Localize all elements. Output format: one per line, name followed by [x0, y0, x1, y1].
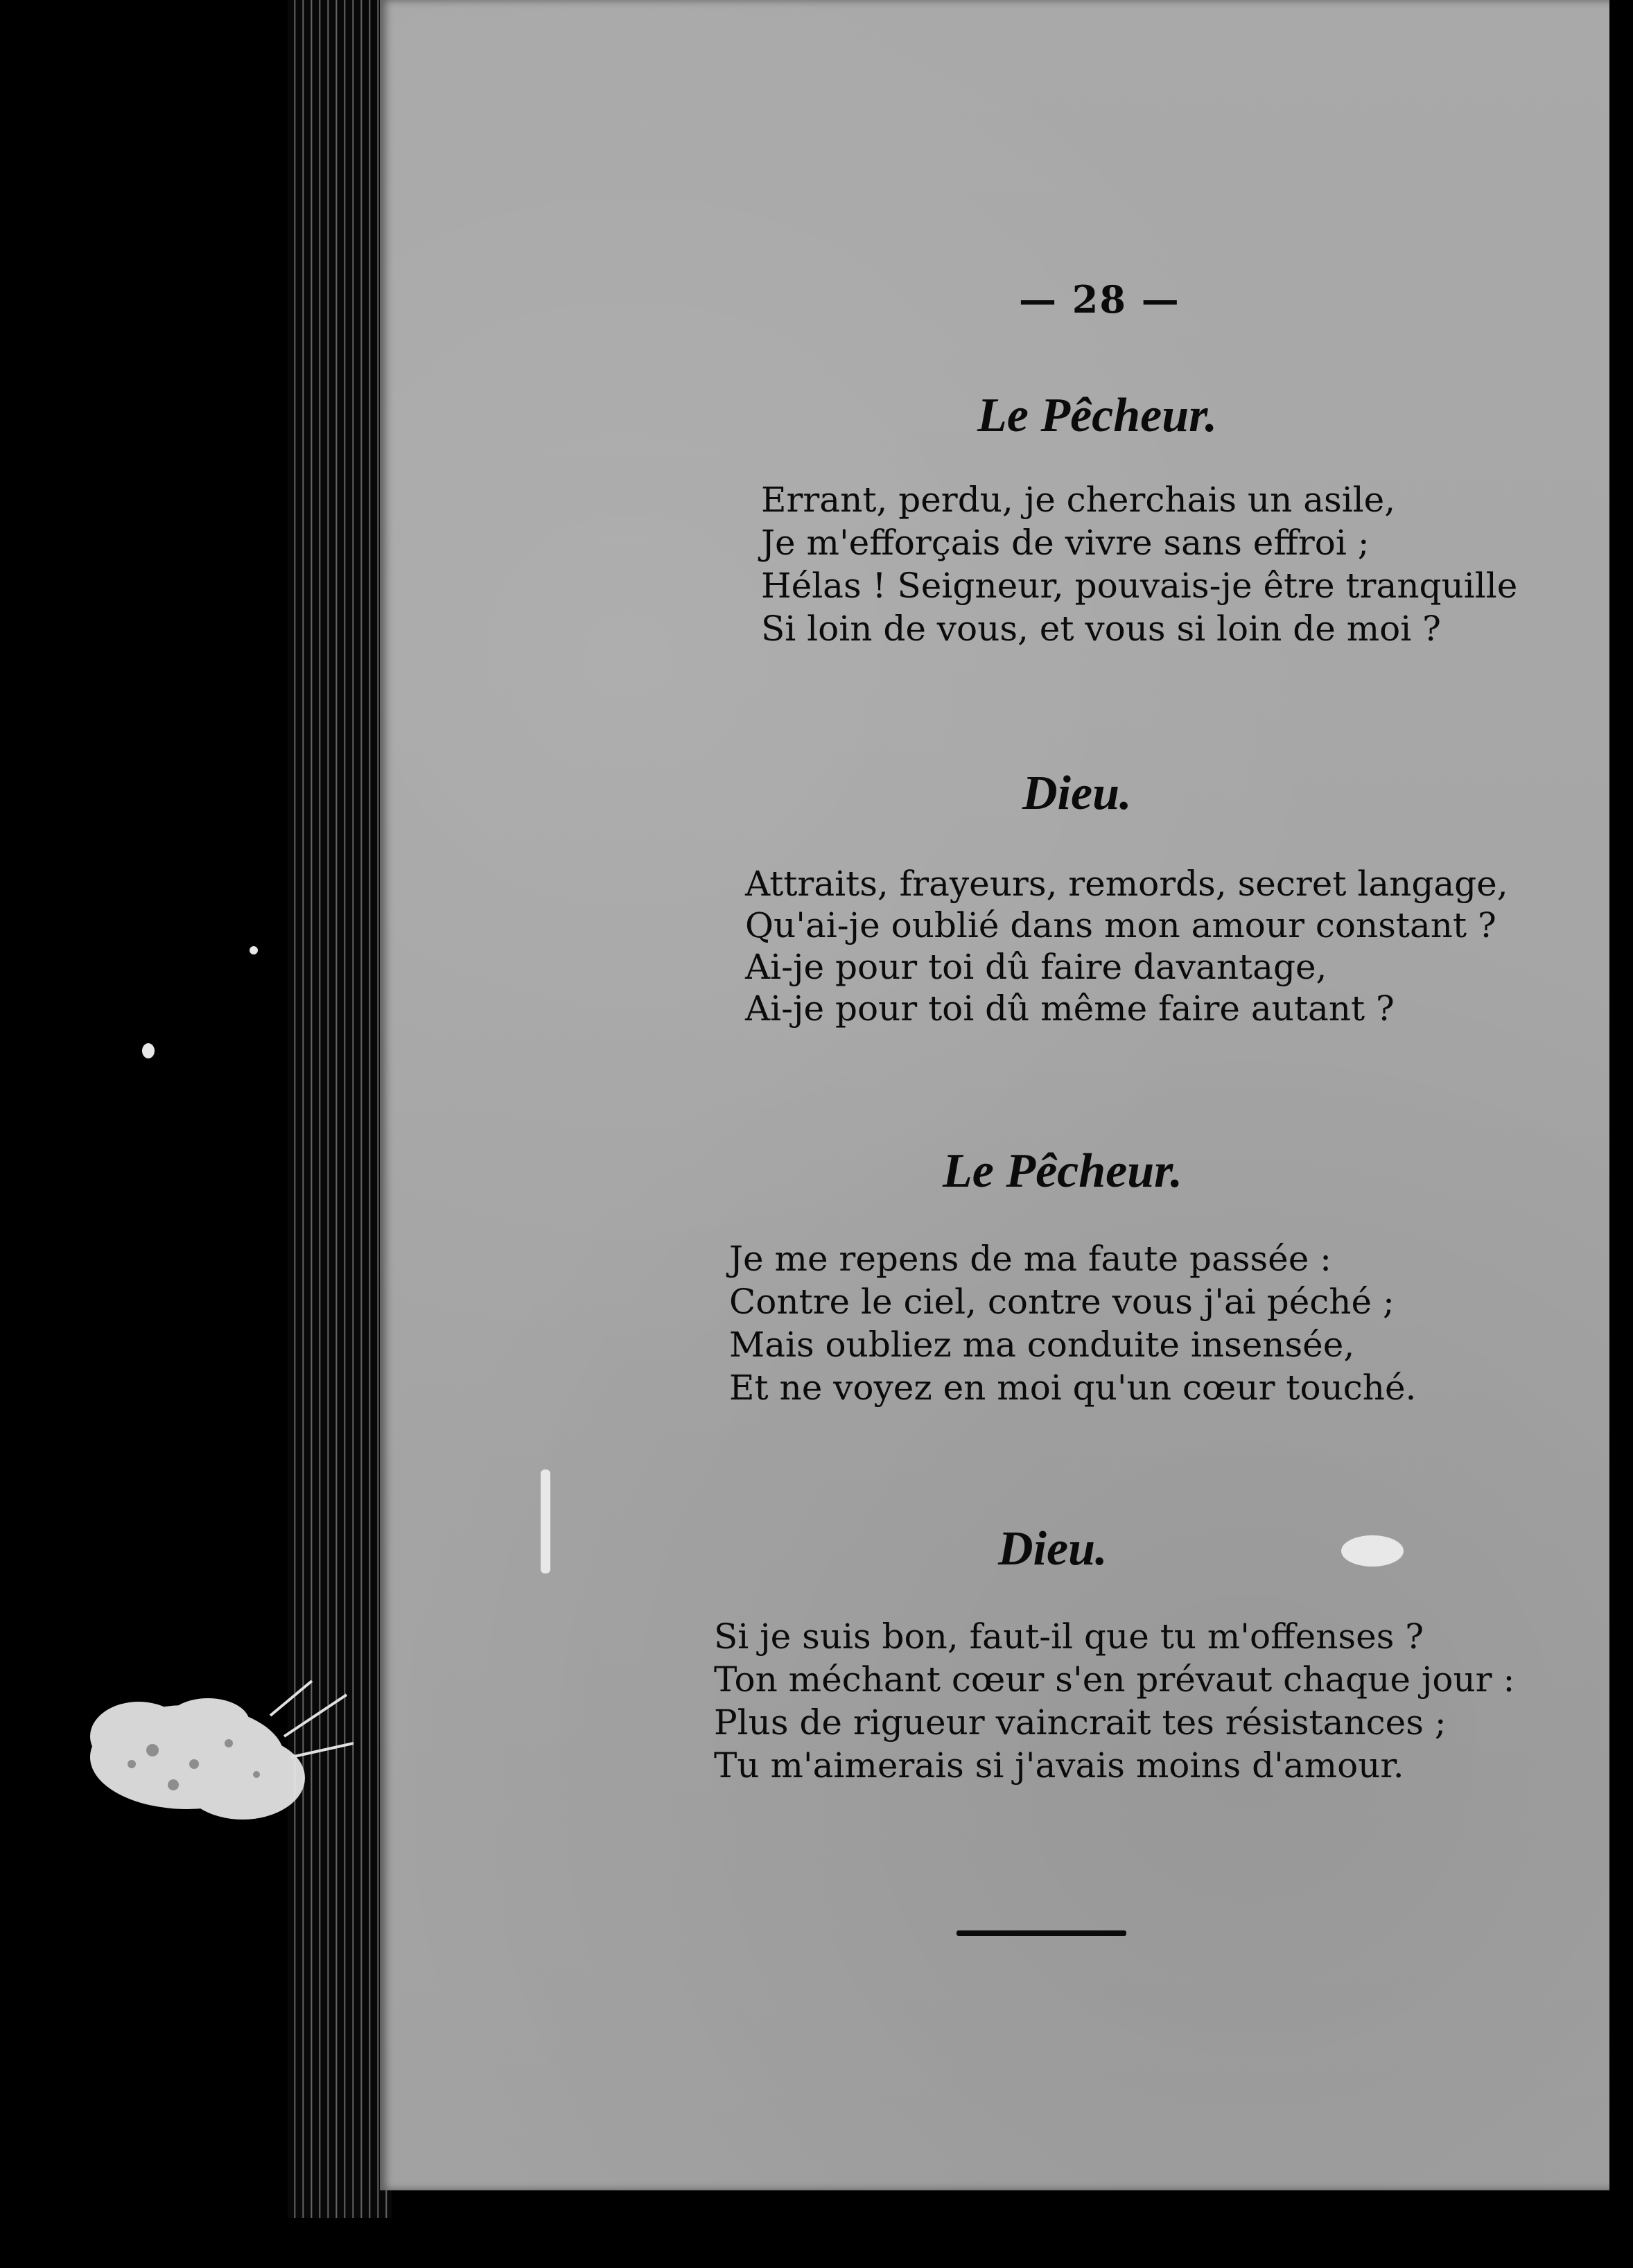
- verse-line: Je me repens de ma faute passée :: [729, 1239, 1332, 1279]
- page-number: — 28 —: [1019, 277, 1180, 322]
- verse-line: Errant, perdu, je cherchais un asile,: [761, 480, 1396, 520]
- stanza: [729, 1237, 1416, 1409]
- verse-line: Ai-je pour toi dû faire davantage,: [745, 947, 1327, 987]
- verse-line: Si je suis bon, faut-il que tu m'offenses ?: [714, 1616, 1424, 1657]
- verse-line: Tu m'aimerais si j'avais moins d'amour.: [714, 1745, 1404, 1786]
- stanza: [761, 478, 1517, 650]
- verse-line: Je m'efforçais de vivre sans effroi ;: [761, 523, 1370, 563]
- verse-line: Ai-je pour toi dû même faire autant ?: [745, 988, 1395, 1029]
- speaker-heading: Dieu.: [1022, 767, 1132, 820]
- stanza: [745, 863, 1508, 1029]
- verse-line: Et ne voyez en moi qu'un cœur touché.: [729, 1368, 1417, 1408]
- speaker-heading: Le Pêcheur.: [977, 389, 1218, 442]
- verse-line: Attraits, frayeurs, remords, secret langage,: [745, 864, 1508, 904]
- verse-line: Hélas ! Seigneur, pouvais-je être tranquille: [761, 566, 1518, 606]
- speaker-heading: Dieu.: [998, 1522, 1108, 1576]
- verse-line: Qu'ai-je oublié dans mon amour constant ?: [745, 905, 1496, 945]
- stanza: [714, 1615, 1514, 1787]
- speaker-heading: Le Pêcheur.: [943, 1144, 1183, 1198]
- verse-line: Si loin de vous, et vous si loin de moi ?: [761, 609, 1441, 649]
- verse-line: Mais oubliez ma conduite insensée,: [729, 1325, 1355, 1365]
- end-rule: [957, 1930, 1126, 1936]
- verse-line: Ton méchant cœur s'en prévaut chaque jour :: [714, 1659, 1515, 1700]
- verse-line: Plus de rigueur vaincrait tes résistances ;: [714, 1702, 1447, 1743]
- verse-line: Contre le ciel, contre vous j'ai péché ;: [729, 1282, 1395, 1322]
